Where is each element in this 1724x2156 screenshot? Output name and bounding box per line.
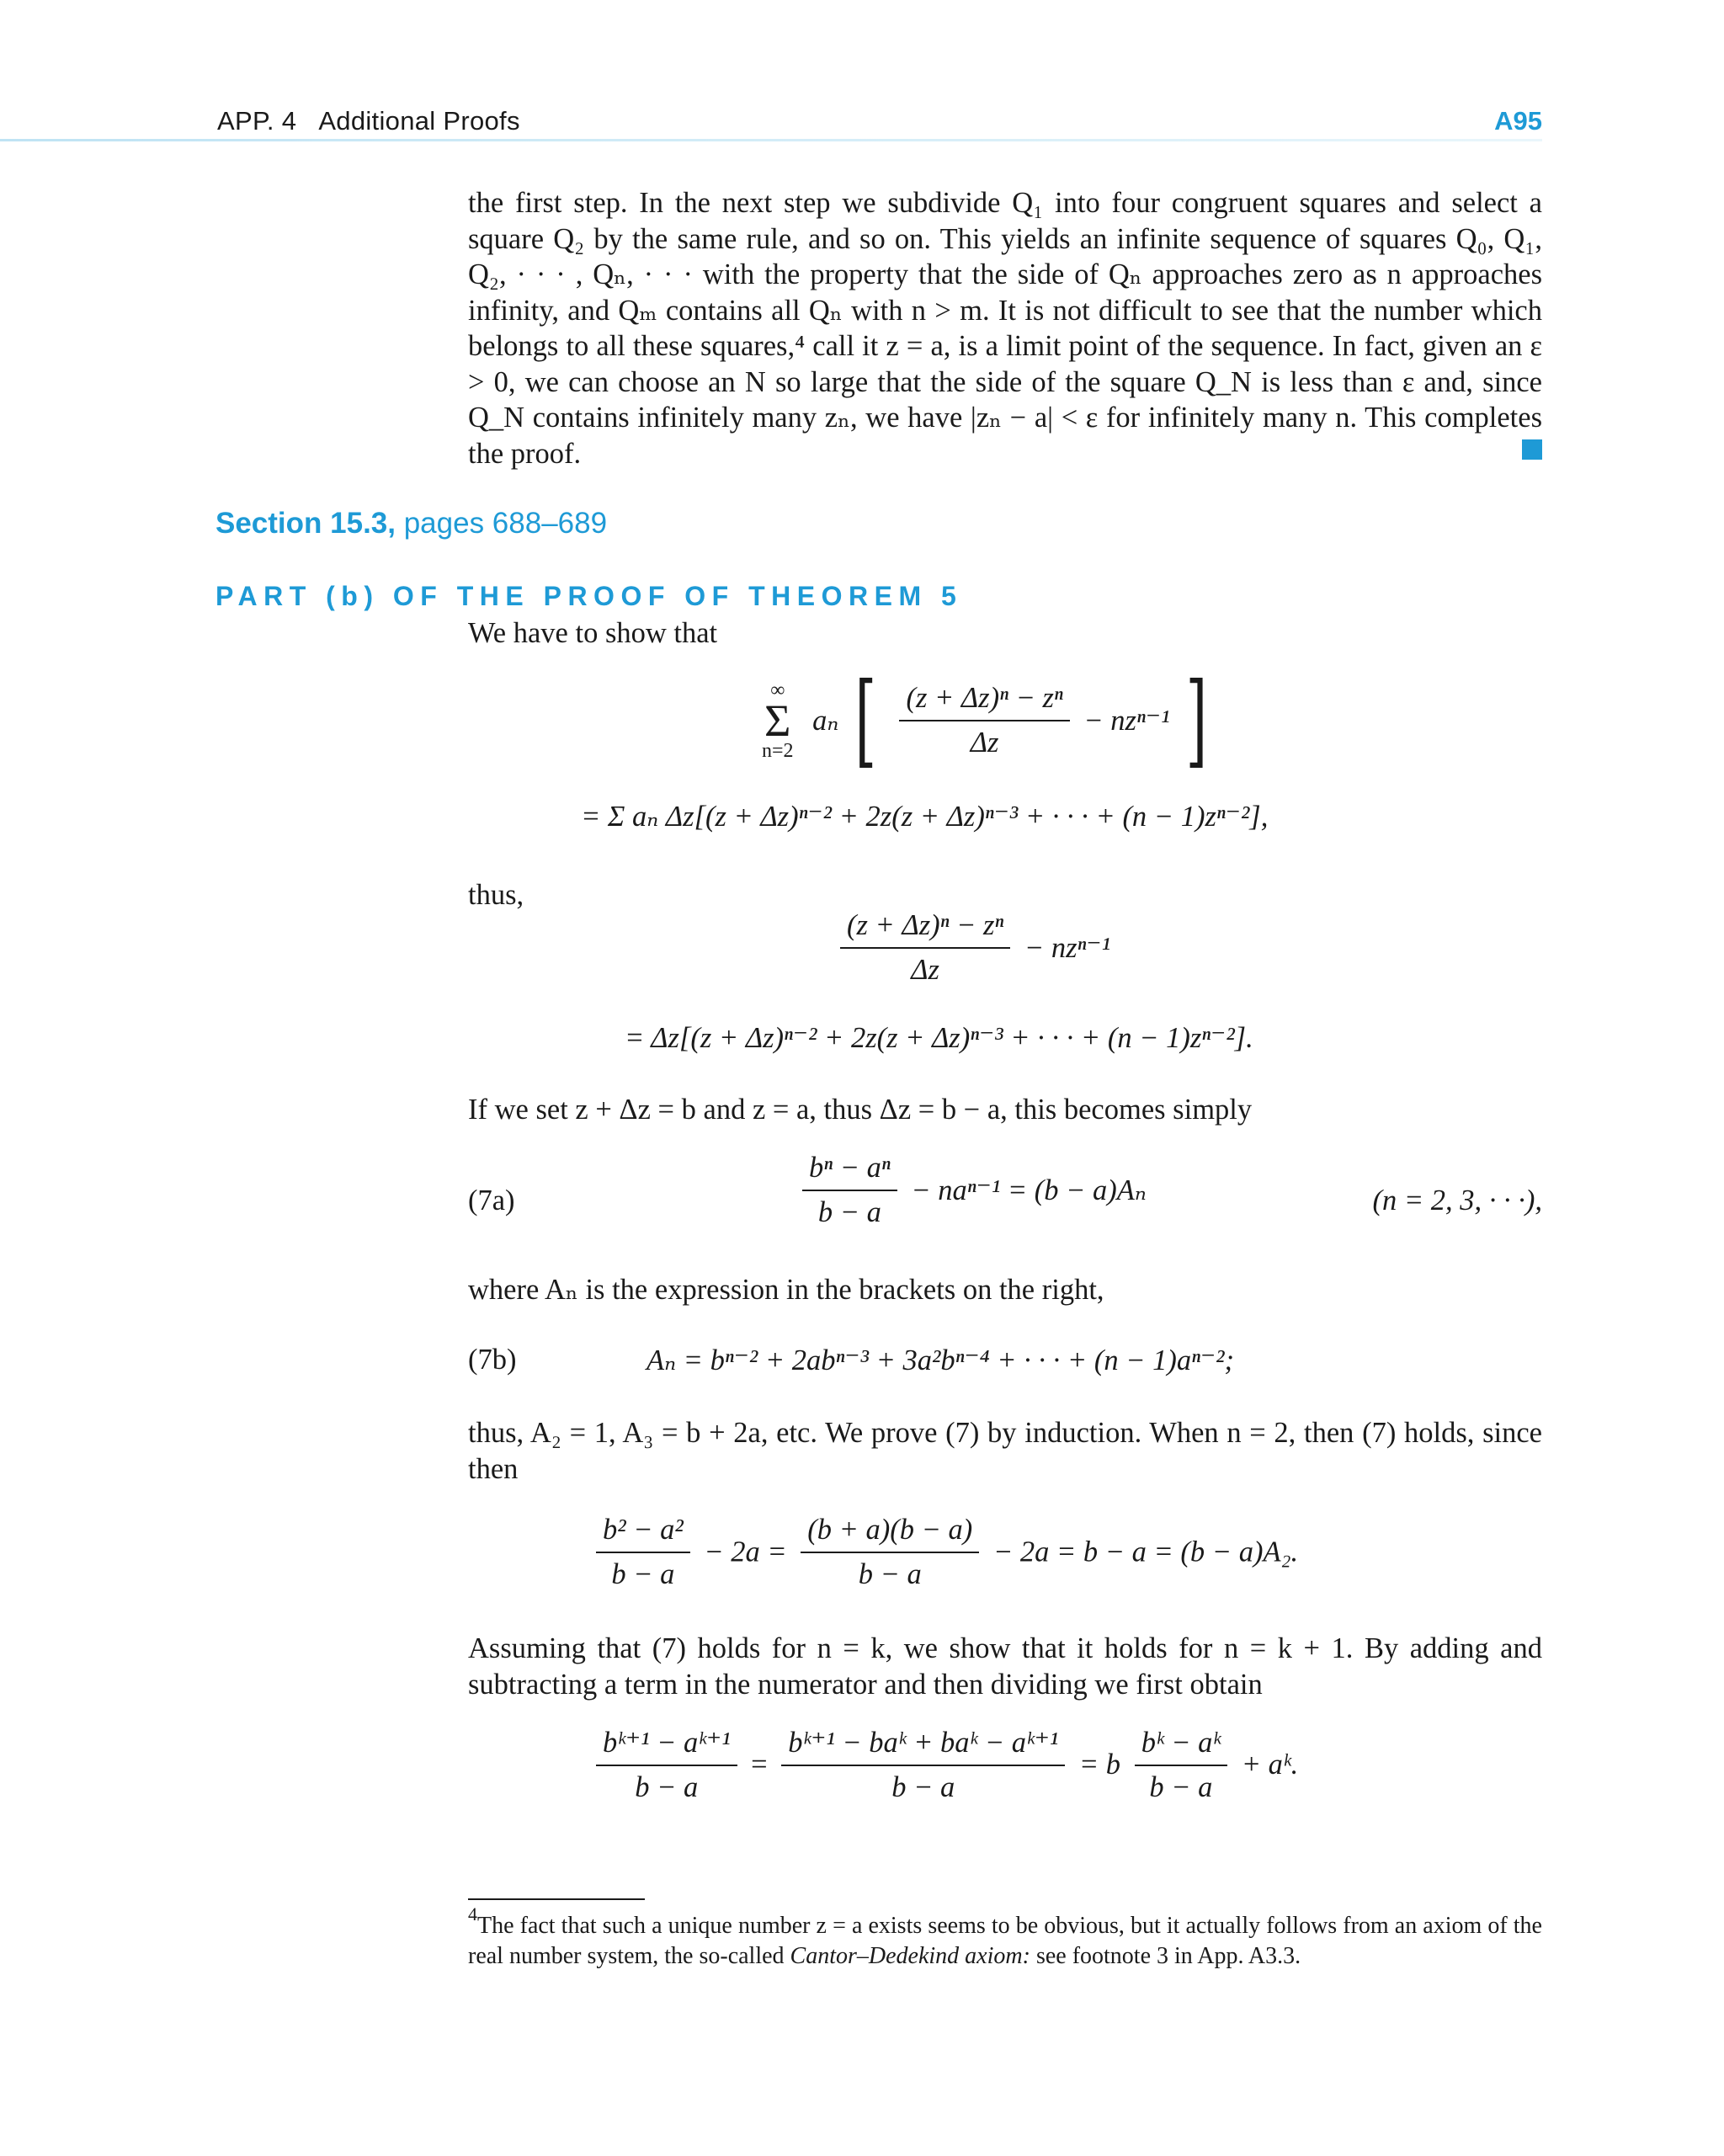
eq9-numerator-1: bᵏ⁺¹ − aᵏ⁺¹: [596, 1726, 737, 1766]
eq9-tail: + aᵏ.: [1241, 1749, 1299, 1781]
running-header: [217, 106, 520, 136]
intro-paragraph: [468, 185, 1542, 471]
eq3-numerator: (z + Δz)ⁿ − zⁿ: [840, 909, 1010, 949]
eq1-numerator: (z + Δz)ⁿ − zⁿ: [899, 682, 1069, 721]
text-thus-2: thus, A₂ = 1, A₃ = b + 2a, etc. We prove (7) by induction. When n = 2, then (7) holds, since then: [468, 1417, 1542, 1485]
text-thus-1: thus,: [468, 879, 524, 911]
eq9-b: = b: [1078, 1749, 1121, 1781]
equation-sum-expansion: = Σ aₙ Δz[(z + Δz)ⁿ⁻² + 2z(z + Δz)ⁿ⁻³ + · · · + (n − 1)zⁿ⁻²],: [581, 801, 1269, 833]
qed-square-icon: [1522, 439, 1542, 460]
text-we-have: We have to show that: [468, 617, 718, 649]
page-number: A95: [1494, 106, 1542, 136]
eq7a-condition: (n = 2, 3, · · ·),: [1372, 1184, 1542, 1216]
part-heading: PART (b) OF THE PROOF OF THEOREM 5: [216, 581, 963, 611]
eq7a-numerator: bⁿ − aⁿ: [802, 1152, 897, 1191]
equation-base-case: [589, 1514, 1298, 1591]
text-where: where Aₙ is the expression in the brackets on the right,: [468, 1274, 1104, 1306]
eq9-denominator-2: b − a: [891, 1771, 955, 1803]
eq9-equals: =: [751, 1749, 768, 1781]
eq8-numerator-1: b² − a²: [596, 1514, 690, 1553]
eq1-denominator: Δz: [970, 727, 999, 759]
eq8-fraction-2: [801, 1514, 979, 1591]
sigma-sum: [762, 679, 794, 762]
chapter-label: APP. 4: [217, 106, 297, 136]
eq7a-fraction: [802, 1152, 897, 1229]
header-rule: [0, 139, 1542, 141]
equation-sum-bracket: [762, 662, 1216, 779]
eq8-denominator-2: b − a: [858, 1558, 922, 1590]
footnote-text-before: The fact that such a unique number z = a exists seems to be obvious, but it actually follows from an axiom of the real number system, the so-called: [468, 1913, 1542, 1969]
eq9-denominator-1: b − a: [635, 1771, 699, 1803]
eq1-fraction: [899, 682, 1069, 759]
sigma-term: aₙ: [812, 705, 839, 737]
eq9-fraction-2: [781, 1726, 1065, 1804]
eq8-numerator-2: (b + a)(b − a): [801, 1514, 979, 1553]
equation-7a: [795, 1152, 1147, 1229]
eq3-fraction: [840, 909, 1010, 987]
eq8-denominator-1: b − a: [611, 1558, 675, 1590]
footnote-rule: [468, 1898, 645, 1900]
equation-bracket-expansion: = Δz[(z + Δz)ⁿ⁻² + 2z(z + Δz)ⁿ⁻³ + · · · + (n − 1)zⁿ⁻²].: [625, 1022, 1253, 1054]
text-if-we-set: If we set z + Δz = b and z = a, thus Δz = b − a, this becomes simply: [468, 1094, 1253, 1126]
eq3-denominator: Δz: [911, 954, 939, 986]
footnote: [468, 1903, 1542, 1972]
text-assuming: Assuming that (7) holds for n = k, we show that it holds for n = k + 1. By adding and subtracting a term in the numerator and then dividing we first obtain: [468, 1632, 1542, 1701]
section-pages: pages 688–689: [395, 507, 608, 540]
left-bracket: [: [854, 662, 877, 779]
eq8-fraction-1: [596, 1514, 690, 1591]
equation-induction-step: [589, 1726, 1298, 1804]
eq8-tail: − 2a = b − a = (b − a)A₂.: [992, 1536, 1299, 1568]
equation-7b: Aₙ = bⁿ⁻² + 2abⁿ⁻³ + 3a²bⁿ⁻⁴ + · · · + (n − 1)aⁿ⁻²;: [646, 1344, 1235, 1376]
eq9-numerator-3: bᵏ − aᵏ: [1135, 1727, 1227, 1766]
footnote-text-after: see footnote 3 in App. A3.3.: [1030, 1943, 1301, 1969]
right-bracket: ]: [1185, 662, 1208, 779]
eq9-fraction-3: [1135, 1727, 1227, 1804]
eq7a-label: (7a): [468, 1184, 515, 1216]
eq9-numerator-2: bᵏ⁺¹ − baᵏ + baᵏ − aᵏ⁺¹: [781, 1726, 1065, 1766]
eq7a-denominator: b − a: [817, 1196, 881, 1228]
sigma-lower: n=2: [762, 740, 794, 762]
intro-text: the first step. In the next step we subdivide Q₁ into four congruent squares and select a square Q₂ by the same rule, and so on. This yields an infinite sequence of squares Q₀, Q₁, Q₂, · · · , Qₙ, · · · with the property that the side of Qₙ approaches zero as n approaches infinity, and Qₘ contains all Qₙ with n > m. It is not difficult to see that the number which belongs to all these squares,⁴ call it z = a, is a limit point of the sequence. In fact, given an ε > 0, we can choose an N so large that the side of the square Q_N is less than ε and, since Q_N contains infinitely many zₙ, we have |zₙ − a| < ε for infinitely many n. This completes the proof.: [468, 187, 1542, 470]
sigma-upper: ∞: [770, 679, 785, 701]
eq7a-rhs: − naⁿ⁻¹ = (b − a)Aₙ: [911, 1174, 1147, 1206]
section-label: Section 15.3,: [216, 507, 396, 540]
footnote-marker: 4: [468, 1903, 477, 1924]
eq9-fraction-1: [596, 1726, 737, 1804]
sigma-symbol: Σ: [764, 695, 791, 746]
eq3-tail: − nzⁿ⁻¹: [1024, 932, 1110, 964]
eq9-denominator-3: b − a: [1149, 1770, 1213, 1803]
eq1-tail: − nzⁿ⁻¹: [1083, 705, 1170, 737]
chapter-title: Additional Proofs: [318, 106, 520, 136]
eq7b-label: (7b): [468, 1344, 517, 1376]
eq8-middle: − 2a =: [704, 1536, 787, 1568]
equation-difference-quotient: [833, 909, 1110, 987]
footnote-emphasis: Cantor–Dedekind axiom:: [790, 1943, 1030, 1969]
section-heading: [216, 507, 607, 540]
